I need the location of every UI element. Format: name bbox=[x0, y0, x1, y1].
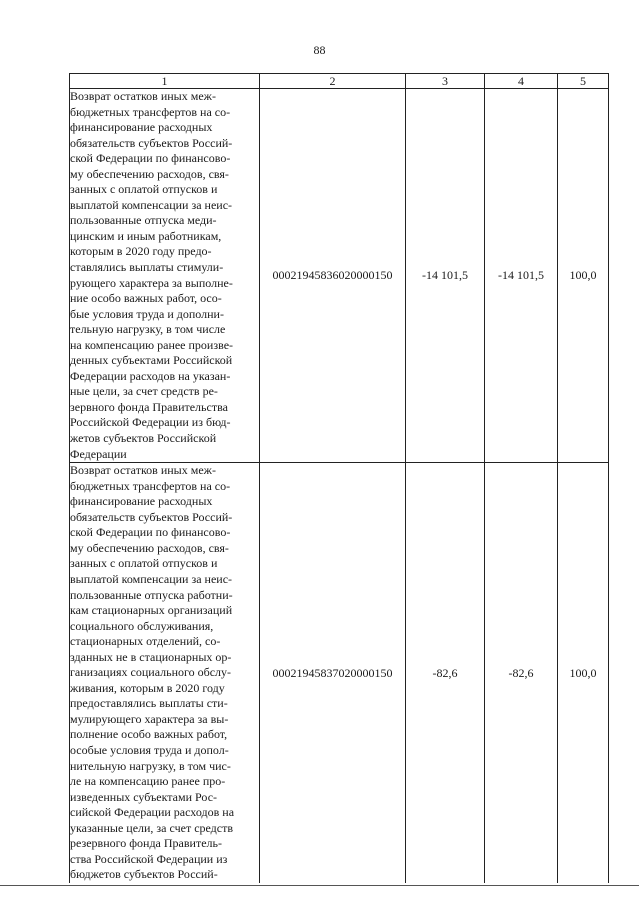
value-col3: -14 101,5 bbox=[406, 89, 485, 463]
value-col4: -82,6 bbox=[485, 463, 558, 883]
budget-classification-code: 00021945836020000150 bbox=[260, 89, 406, 463]
percent-value: 100,0 bbox=[558, 463, 609, 883]
column-header-4: 4 bbox=[485, 74, 558, 89]
table-header-row bbox=[70, 74, 609, 89]
budget-classification-code: 00021945837020000150 bbox=[260, 463, 406, 883]
column-header-3: 3 bbox=[406, 74, 485, 89]
row-description: Возврат остатков иных меж- бюджетных трансфертов на со- финансирование расходных обязательств субъектов Россий- ской Федерации по финансово- му обеспечению расходов, свя- занных с оплатой отпусков и выплатой компенсации за неис- пользованные отпуска работни- кам стационарных организаций социального обслуживания, стационарных отделений, со- зданных не в стационарных ор- ганизациях социального обслу- живания, которым в 2020 году предоставлялись выплаты сти- мулирующего характера за вы- полнение особо важных работ, особые условия труда и допол- нительную нагрузку, в том чис- ле на компенсацию ранее про- изведенных субъектами Рос- сийской Федерации расходов на указанные цели, за счет средств резервного фонда Правитель- ства Российской Федерации из бюджетов субъектов Россий- bbox=[70, 463, 260, 883]
value-col3: -82,6 bbox=[406, 463, 485, 883]
table-row bbox=[70, 463, 609, 883]
table-row bbox=[70, 89, 609, 463]
percent-value: 100,0 bbox=[558, 89, 609, 463]
row-description: Возврат остатков иных меж- бюджетных трансфертов на со- финансирование расходных обязательств субъектов Россий- ской Федерации по финансово- му обеспечению расходов, свя- занных с оплатой отпусков и выплатой компенсации за неис- пользованные отпуска меди- цинским и иным работникам, которым в 2020 году предо- ставлялись выплаты стимули- рующего характера за выполне- ние особо важных работ, осо- бые условия труда и дополни- тельную нагрузку, в том числе на компенсацию ранее произве- денных субъектами Российской Федерации расходов на указан- ные цели, за счет средств ре- зервного фонда Правительства Российской Федерации из бюд- жетов субъектов Российской Федерации bbox=[70, 89, 260, 463]
value-col4: -14 101,5 bbox=[485, 89, 558, 463]
page-number: 88 bbox=[313, 43, 326, 57]
scan-edge-divider bbox=[0, 885, 639, 886]
budget-table bbox=[69, 73, 609, 883]
column-header-1: 1 bbox=[70, 74, 260, 89]
column-header-5: 5 bbox=[558, 74, 609, 89]
column-header-2: 2 bbox=[260, 74, 406, 89]
